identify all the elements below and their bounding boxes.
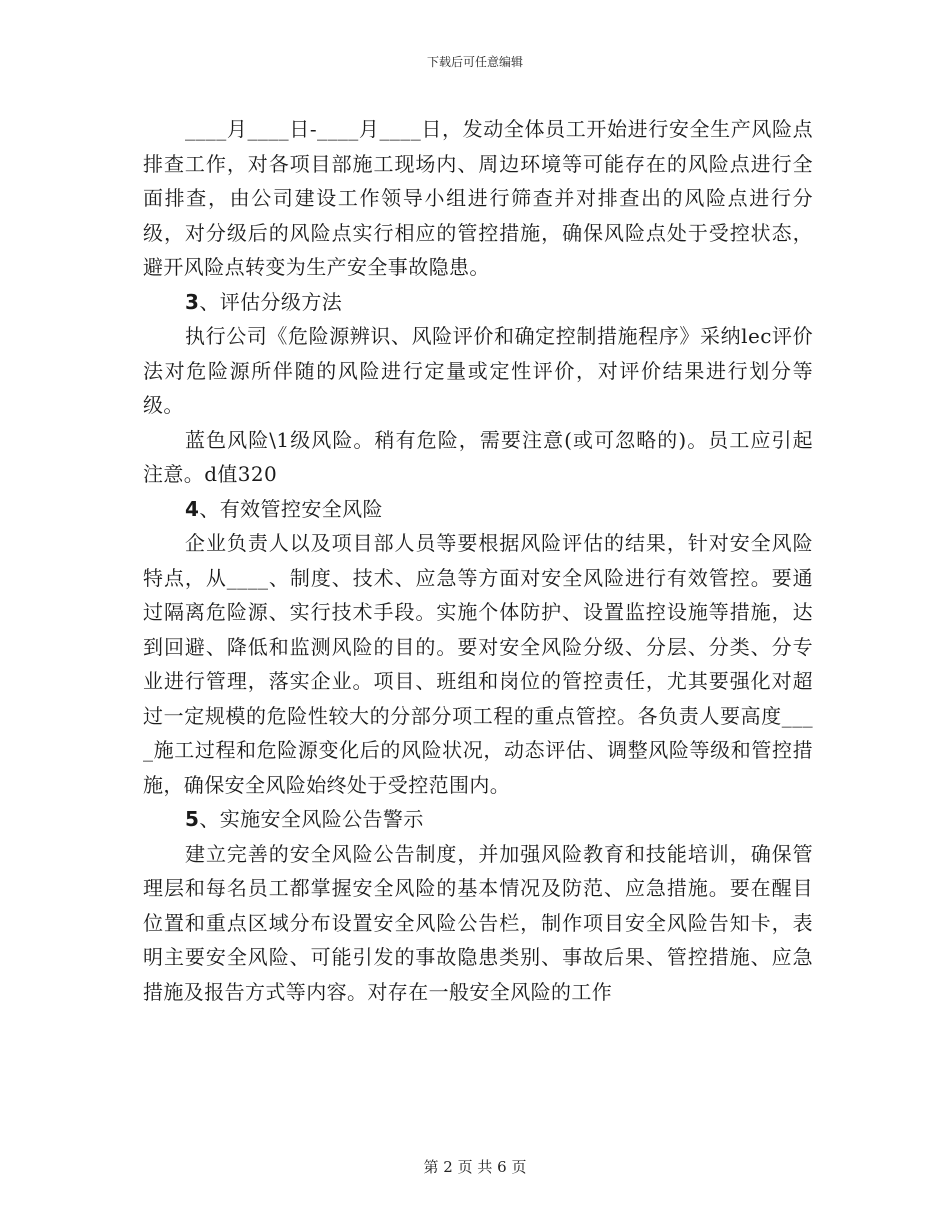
paragraph-evaluation-method: 执行公司《危险源辨识、风险评价和确定控制措施程序》采纳lec评价法对危险源所伴随的风险进行定量或定性评价，对评价结果进行划分等级。 (143, 324, 813, 417)
paragraph-risk-control: 企业负责人以及项目部人员等要根据风险评估的结果，针对安全风险特点，从____、制度、技术、应急等方面对安全风险进行有效管控。要通过隔离危险源、实行技术手段。实施个体防护、设置监控设施等措施，达到回避、降低和监测风险的目的。要对安全风险分级、分层、分类、分专业进行管理，落实企业。项目、班组和岗位的管控责任，尤其要强化对超过一定规模的危险性较大的分部分项工程的重点管控。各负责人要高度____施工过程和危险源变化后的风险状况，动态评估、调整风险等级和管控措施，确保安全风险始终处于受控范围内。 (143, 531, 813, 797)
document-body (143, 112, 813, 1009)
section-title: 、实施安全风险公告警示 (199, 807, 424, 831)
section-heading-3 (143, 285, 813, 320)
paragraph-risk-inspection: ____月____日-____月____日，发动全体员工开始进行安全生产风险点排查工作，对各项目部施工现场内、周边环境等可能存在的风险点进行全面排查，由公司建设工作领导小组进行筛查并对排查出的风险点进行分级，对分级后的风险点实行相应的管控措施，确保风险点处于受控状态，避开风险点转变为生产安全事故隐患。 (143, 117, 813, 279)
page-header: 下载后可任意编辑 (426, 55, 523, 69)
paragraph-blue-risk: 蓝色风险\1级风险。稍有危险，需要注意(或可忽略的)。员工应引起注意。d值320 (143, 427, 813, 486)
page-footer: 第 2 页 共 6 页 (423, 1158, 527, 1176)
section-number: 4 (185, 496, 200, 521)
section-title: 、有效管控安全风险 (199, 496, 383, 521)
section-title: 、评估分级方法 (199, 289, 343, 314)
section-heading-5 (143, 802, 813, 837)
paragraph-risk-notice: 建立完善的安全风险公告制度，并加强风险教育和技能培训，确保管理层和每名员工都掌握安全风险的基本情况及防范、应急措施。要在醒目位置和重点区域分布设置安全风险公告栏，制作项目安全风险告知卡，表明主要安全风险、可能引发的事故隐患类别、事故后果、管控措施、应急措施及报告方式等内容。对存在一般安全风险的工作 (143, 841, 813, 1004)
section-number: 5 (185, 807, 200, 831)
section-number: 3 (185, 289, 200, 314)
section-heading-4 (143, 492, 813, 527)
